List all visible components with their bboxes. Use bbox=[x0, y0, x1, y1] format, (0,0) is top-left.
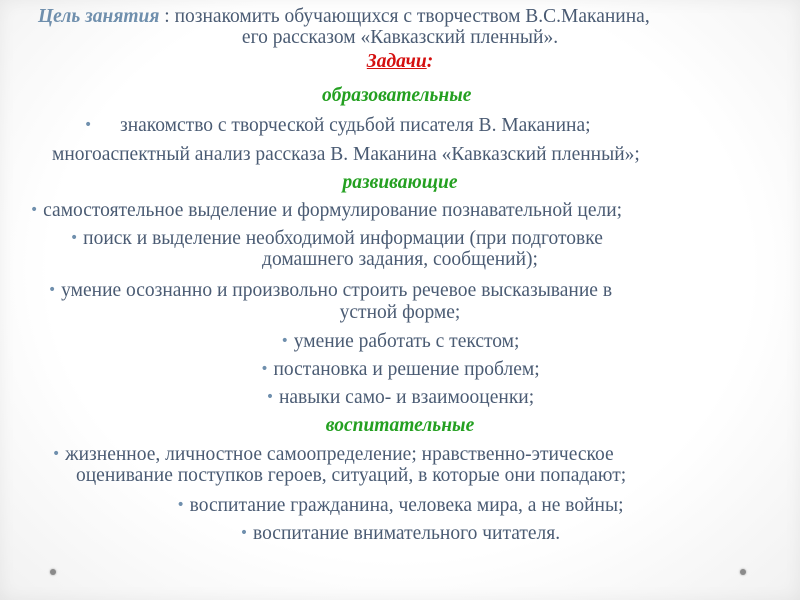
list-item-text: воспитание гражданина, человека мира, а не войны; bbox=[189, 495, 624, 516]
list-item-text: жизненное, личностное самоопределение; нравственно-этическое bbox=[65, 444, 614, 465]
list-item bbox=[0, 495, 800, 518]
list-item bbox=[70, 228, 603, 251]
bullet-icon: • bbox=[48, 282, 57, 298]
purpose-separator: : bbox=[159, 6, 175, 27]
bullet-icon: • bbox=[260, 361, 269, 377]
list-item-text-continued: домашнего задания, сообщений); bbox=[262, 249, 538, 270]
bullet-icon: • bbox=[52, 446, 61, 462]
list-item bbox=[0, 359, 800, 382]
list-item bbox=[30, 200, 622, 223]
corner-dot-left bbox=[50, 569, 56, 575]
list-item-text-continued: устной форме; bbox=[339, 302, 461, 323]
bullet-icon: • bbox=[84, 117, 93, 133]
list-item-text: поиск и выделение необходимой информации (при подготовке bbox=[83, 228, 603, 249]
bullet-icon: • bbox=[70, 230, 79, 246]
list-item-text: самостоятельное выделение и формулирование познавательной цели; bbox=[43, 200, 623, 221]
bullet-icon: • bbox=[30, 202, 39, 218]
corner-dot-right bbox=[740, 569, 746, 575]
tasks-title: Задачи bbox=[366, 51, 427, 72]
lesson-purpose bbox=[38, 6, 650, 27]
list-item bbox=[0, 523, 800, 546]
bullet-icon: • bbox=[265, 389, 275, 405]
bullet-icon: • bbox=[239, 525, 249, 541]
list-item-text-continued: оценивание поступков героев, ситуаций, в которые они попадают; bbox=[76, 465, 627, 486]
list-item-text: воспитание внимательного читателя. bbox=[253, 523, 561, 544]
list-item bbox=[48, 280, 612, 303]
tasks-heading bbox=[0, 51, 800, 72]
section-heading-developing: развивающие bbox=[342, 172, 458, 193]
section-heading-upbringing: воспитательные bbox=[325, 415, 475, 436]
list-item-text: умение работать с текстом; bbox=[293, 331, 520, 352]
list-item bbox=[0, 387, 800, 410]
list-item bbox=[52, 444, 614, 467]
tasks-colon: : bbox=[426, 51, 434, 72]
purpose-text-line1: познакомить обучающихся с творчеством В.С.Маканина, bbox=[174, 6, 650, 27]
list-item-text: умение осознанно и произвольно строить речевое высказывание в bbox=[61, 280, 613, 301]
list-item bbox=[0, 331, 800, 354]
list-item-text: постановка и решение проблем; bbox=[273, 359, 540, 380]
list-item bbox=[84, 115, 591, 138]
purpose-label: Цель занятия bbox=[38, 6, 160, 27]
section-heading-educational: образовательные bbox=[322, 85, 472, 106]
bullet-icon: • bbox=[280, 333, 289, 349]
list-item-text: навыки само- и взаимооценки; bbox=[278, 387, 535, 408]
bullet-icon: • bbox=[176, 497, 185, 513]
list-item-text: многоаспектный анализ рассказа В. Маканина «Кавказский пленный»; bbox=[52, 144, 640, 165]
list-item-text: знакомство с творческой судьбой писателя В. Маканина; bbox=[120, 115, 591, 136]
purpose-text-line2: его рассказом «Кавказский пленный». bbox=[241, 27, 559, 48]
